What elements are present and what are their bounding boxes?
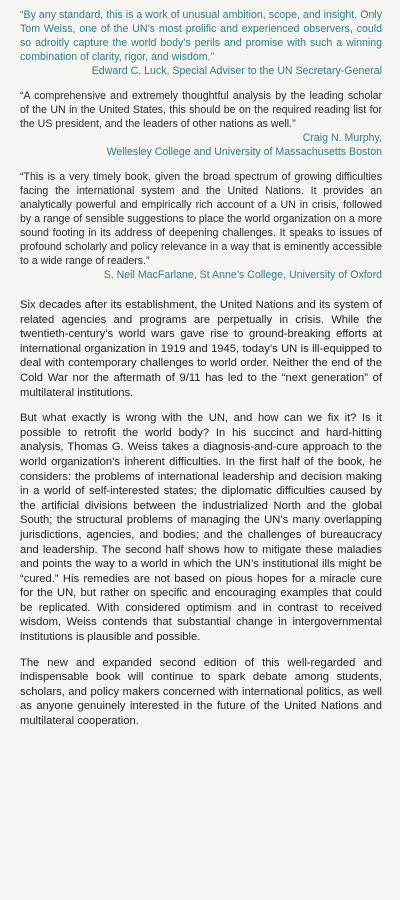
description-paragraph: The new and expanded second edition of this well-regarded and indispensable book will continue to spark debate among students, scholars, and policy makers concerned with international politics, as well as anyone genuinely interested in the future of the United Nations and multilateral cooperation.: [20, 656, 382, 728]
description-paragraph: Six decades after its establishment, the United Nations and its system of related agencies and programs are perpetually in crisis. While the twentieth-century’s world wars gave rise to ground-breaking efforts at international organization in 1919 and 1945, today’s UN is ill-equipped to deal with contemporary challenges to world order. Neither the end of the Cold War nor the aftermath of 9/11 has led to the “next generation” of multilateral institutions.: [20, 299, 382, 399]
quote-text: “This is a very timely book, given the broad spectrum of growing difficulties facing the international system and the United Nations. It provides an analytically powerful and empirically rich account of a UN in crisis, followed by a range of sensible suggestions to place the world organization on a more sound footing in its address of deepening challenges. It speaks to issues of profound scholarly and policy relevance in a way that is eminently accessible to a wide range of readers.”: [20, 171, 382, 267]
quote-text: “By any standard, this is a work of unusual ambition, scope, and insight. Only Tom Weiss, one of the UN’s most prolific and experienced observers, could so adroitly capture the world body’s perils and promise with such a winning combination of clarity, rigor, and wisdom.”: [20, 9, 382, 63]
praise-quote-macfarlane: [20, 170, 382, 282]
book-description: [20, 298, 382, 729]
praise-quote-luck: [20, 8, 382, 78]
quote-text: “A comprehensive and extremely thoughtful analysis by the leading scholar of the UN in the United States, this should be on the required reading list for the US president, and the leaders of other nations as well.”: [20, 90, 382, 130]
quote-attribution: S. Neil MacFarlane, St Anne’s College, University of Oxford: [103, 269, 382, 281]
quote-attribution-name: Craig N. Murphy,: [302, 132, 382, 144]
quote-attribution: Edward C. Luck, Special Adviser to the UN Secretary-General: [91, 65, 382, 77]
quote-attribution: Wellesley College and University of Massachusetts Boston: [106, 146, 382, 158]
praise-quote-murphy: [20, 89, 382, 159]
description-paragraph: But what exactly is wrong with the UN, and how can we fix it? Is it possible to retrofit the world body? In his succinct and hard-hitting analysis, Thomas G. Weiss takes a diagnosis-and-cure approach to the world organization’s inherent difficulties. In the first half of the book, he considers: the problems of international leadership and decision making in a world of self-interested states; the diplomatic difficulties caused by the artificial divisions between the industrialized North and the global South; the structural problems of managing the UN’s many overlapping jurisdictions, agencies, and bodies; and the challenges of bureaucracy and leadership. The second half shows how to mitigate these maladies and points the way to a world in which the UN’s institutional ills might be “cured.” His remedies are not based on pious hopes for a miracle cure for the UN, but rather on specific and encouraging examples that could be replicated. With considered optimism and in contrast to received wisdom, Weiss contends that substantial change in intergovernmental institutions is plausible and possible.: [20, 412, 382, 644]
